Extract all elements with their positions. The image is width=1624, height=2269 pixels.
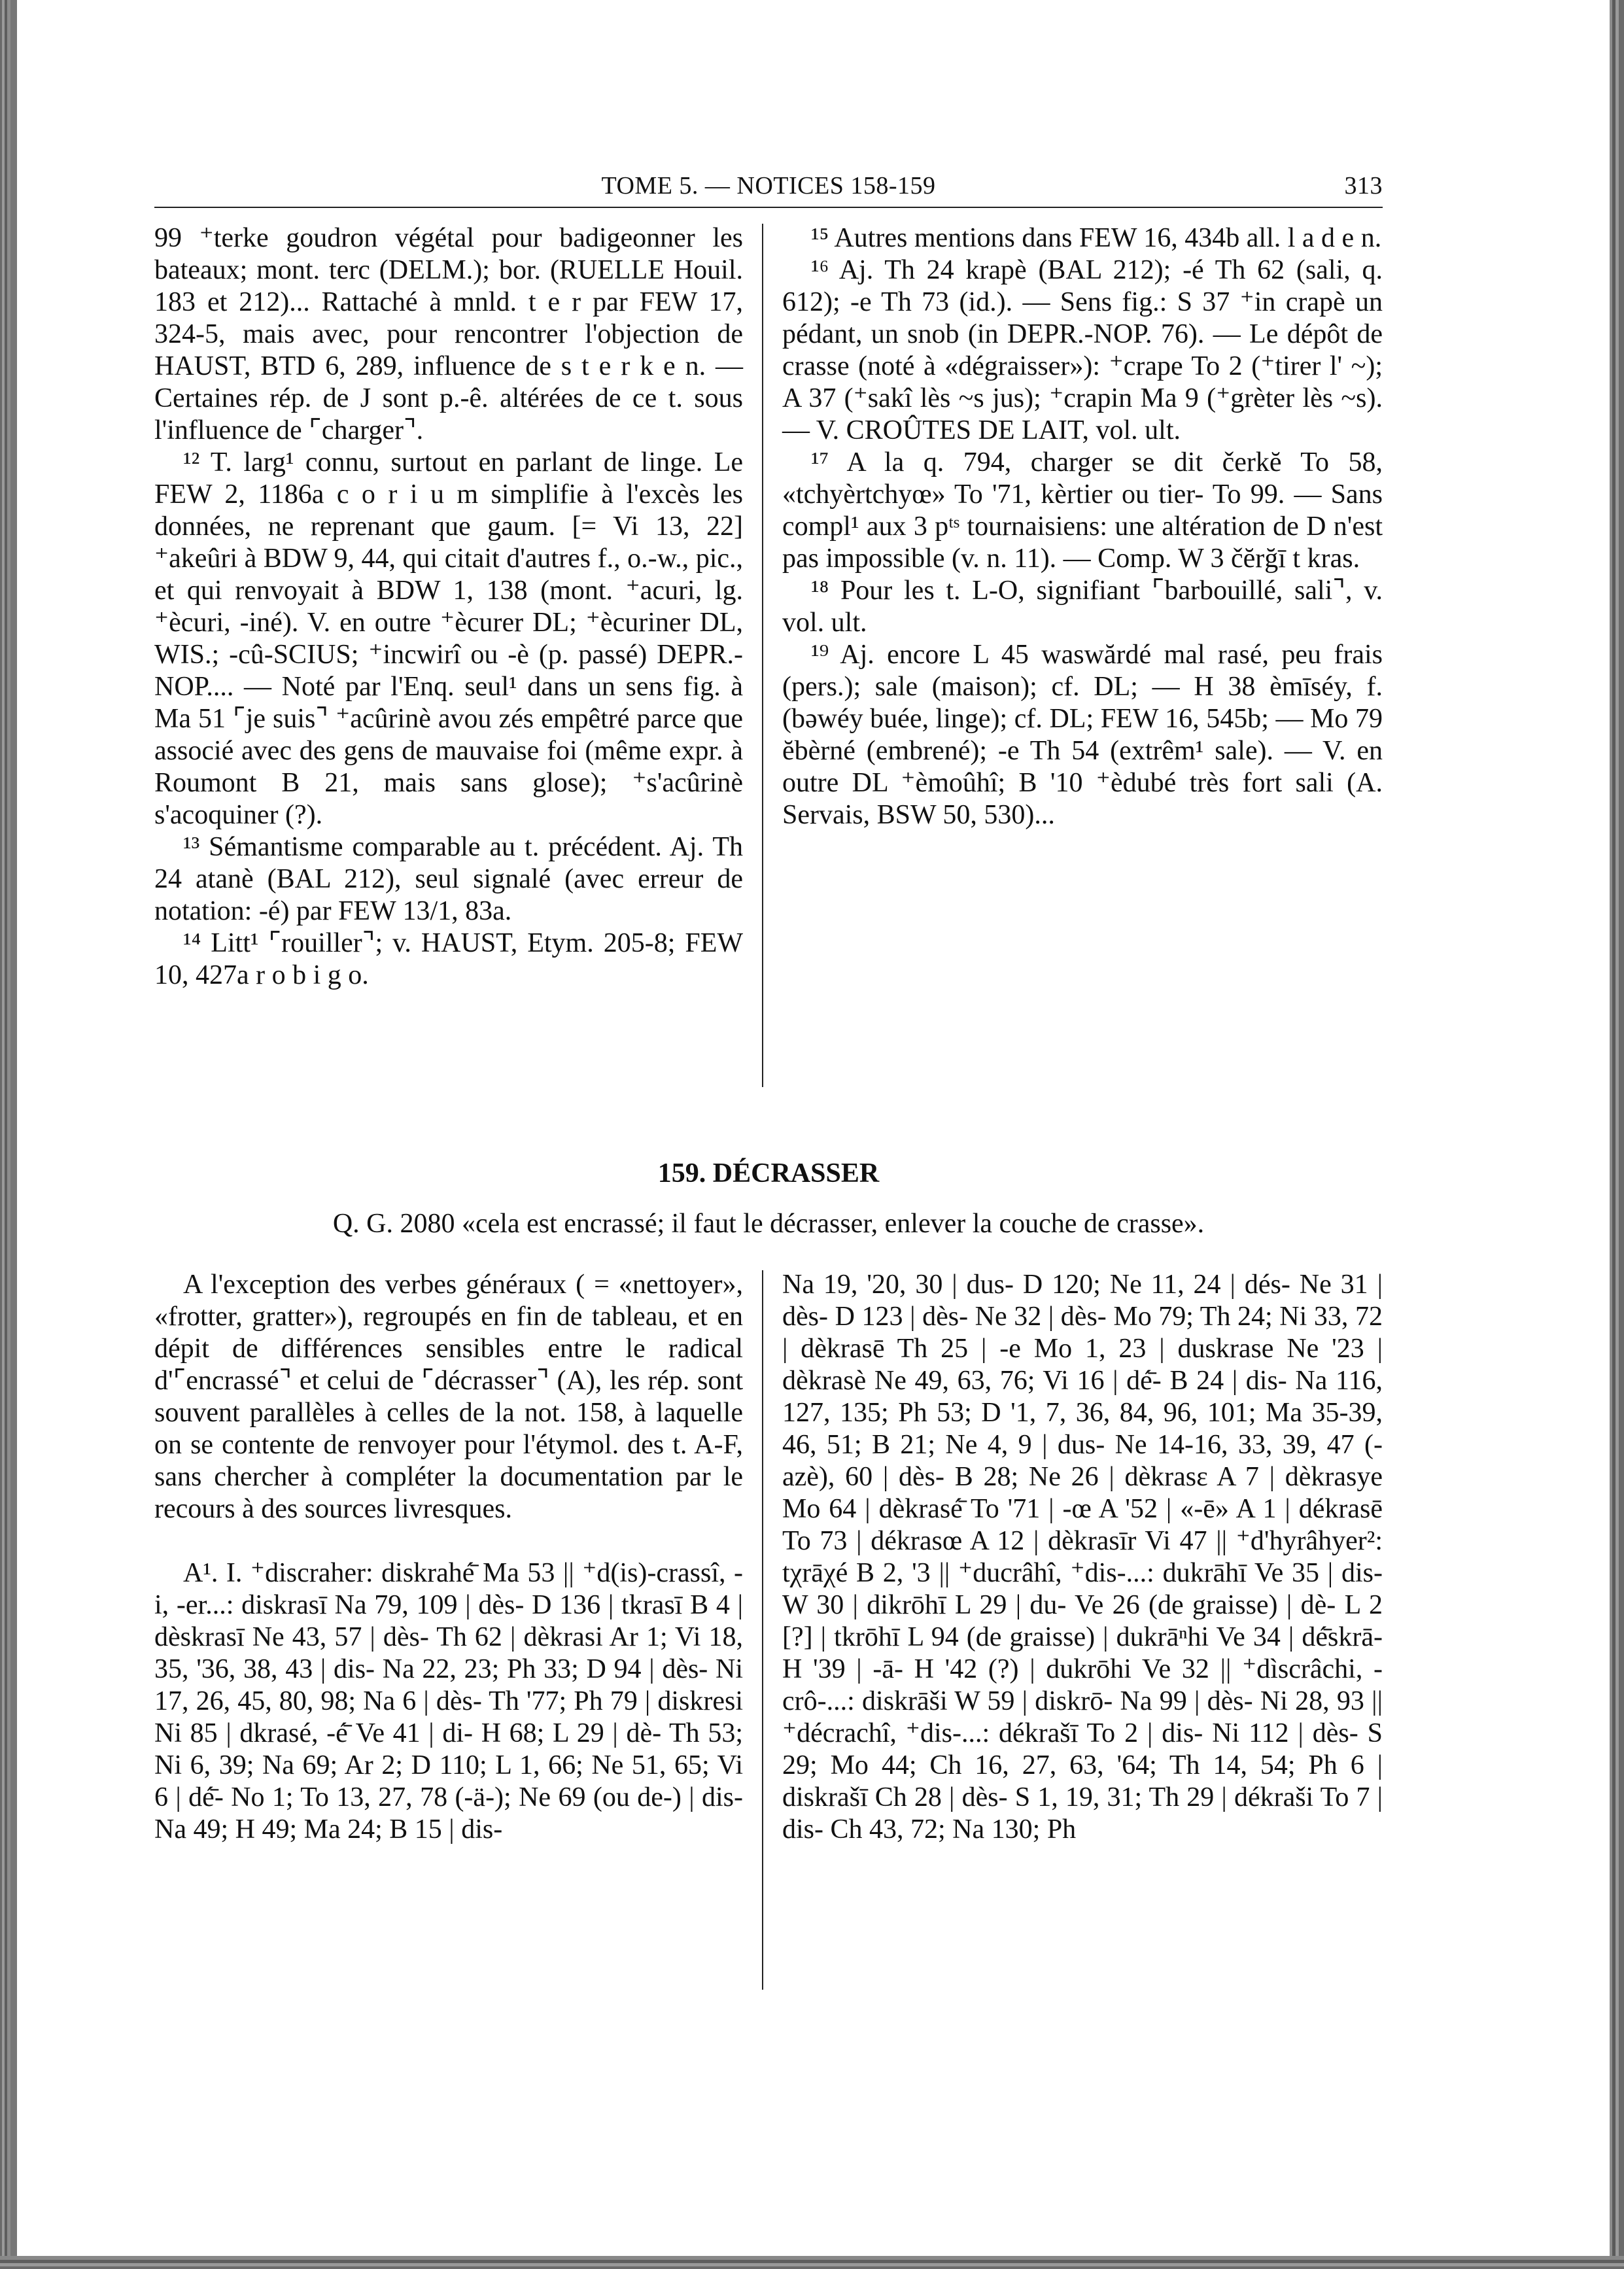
running-head: TOME 5. — NOTICES 158-159 (601, 172, 936, 199)
intro-paragraph: A l'exception des verbes généraux ( = «nettoyer», «frotter, gratter»), regroupés en fin de tableau, et en dépit de différences sensibles entre le radical d'⌜encrassé⌝ et celui de ⌜décrasser⌝ (A), les rép. sont souvent parallèles à celles de la not. 158, à laquelle on se contente de renvoyer pour l'étymol. des t. A-F, sans chercher à compléter la documentation par le recours à des sources livresques. (154, 1270, 743, 1524)
footnote-14: ¹⁴ Litt¹ ⌜rouiller⌝; v. HAUST, Etym. 205-8; FEW 10, 427a r o b i g o. (154, 928, 743, 990)
scan-border-right (1610, 0, 1624, 2269)
entry-a1-paragraph: A¹. I. ⁺discraher: diskrahé̄ Ma 53 || ⁺d(is)-crassî, -i, -er...: diskrasī Na 79, 109 | dès- D 136 | tkrasī B 4 | dèskrasī Ne 43, 57 | dès- Th 62 | dèkrasi Ar 1; Vi 18, 35, '36, 38, 43 | dis- Na 22, 23; Ph 33; D 94 | dès- Ni 17, 26, 45, 80, 98; Na 6 | dès- Th '77; Ph 79 | diskresi Ni 85 | dkrasé, -é̄ Ve 41 | di- H 68; L 29 | dè- Th 53; Ni 6, 39; Na 69; Ar 2; D 110; L 1, 66; Ne 51, 65; Vi 6 | dé̄- No 1; To 13, 27, 78 (-ä-); Ne 69 (ou de-) | dis- Na 49; H 49; Ma 24; B 15 | dis- (154, 1558, 743, 1845)
scan-border-left (0, 0, 17, 2269)
body-left-column (154, 1269, 743, 1846)
footnotes-right-column (782, 222, 1383, 831)
column-divider-bottom (762, 1270, 763, 1990)
footnote-12: ¹² T. larg¹ connu, surtout en parlant de linge. Le FEW 2, 1186a c o r i u m simplifie à l'excès les données, ne reprenant que gaum. [= Vi 13, 22] ⁺akeûri à BDW 9, 44, qui citait d'autres f., o.-w., pic., et qui renvoyait à BDW 1, 138 (mont. ⁺acuri, lg. ⁺ècuri, -iné). V. en outre ⁺ècurer DL; ⁺ècuriner DL, WIS.; -cû-SCIUS; ⁺incwirî ou -è (p. passé) DEPR.-NOP.... — Noté par l'Enq. seul¹ dans un sens fig. à Ma 51 ⌜je suis⌝ ⁺acûrinè avou zés empêtré parce que associé avec des gens de mauvaise foi (même expr. à Roumont B 21, mais sans glose); ⁺s'acûrinè s'acoquiner (?). (154, 447, 743, 830)
footnote-16: ¹⁶ Aj. Th 24 krapè (BAL 212); -é Th 62 (sali, q. 612); -e Th 73 (id.). — Sens fig.: S 37 ⁺in crapè un pédant, un snob (in DEPR.-NOP. 76). — Le dépôt de crasse (noté à «dégraisser»): ⁺crape To 2 (⁺tirer l' ~); A 37 (⁺sakî lès ~s jus); ⁺crapin Ma 9 (⁺grèter lès ~s). — V. CROÛTES DE LAIT, vol. ult. (782, 255, 1383, 445)
page-number: 313 (1344, 172, 1383, 199)
column-divider-top (762, 224, 763, 1087)
footnote-15: ¹⁵ Autres mentions dans FEW 16, 434b all. l a d e n. (811, 223, 1382, 253)
entry-a1-continuation: Na 19, '20, 30 | dus- D 120; Ne 11, 24 | dés- Ne 31 | dès- D 123 | dès- Ne 32 | dès- Mo 79; Th 24; Ni 33, 72 | dèkrasē Th 25 | -e Mo 1, 23 | duskrase Ne '23 | dèkrasè Ne 49, 63, 76; Vi 16 | dé̄- B 24 | dis- Na 116, 127, 135; Ph 53; D '1, 7, 36, 84, 96, 101; Ma 35-39, 46, 51; B 21; Ne 4, 9 | dus- Ne 14-16, 33, 39, 47 (-azè), 60 | dès- B 28; Ne 26 | dèkrasɛ A 7 | dèkrasye Mo 64 | dèkrasé̄ To '71 | -œ A '52 | «-ē» A 1 | dékrasē To 73 | dékrasœ A 12 | dèkrasīr Vi 47 || ⁺d'hyrâhyer²: tχrāχé B 2, '3 || ⁺ducrâhî, ⁺dis-...: dukrāhī Ve 35 | dis- W 30 | dikrōhī L 29 | du- Ve 26 (de graisse) | dè- L 2 [?] | tkrōhī L 94 (de graisse) | dukrāⁿhi Ve 34 | dé̄skrā- H '39 | -ā- H '42 (?) | dukrōhi Ve 32 || ⁺dìscrâchi, -crô-...: diskrāši W 59 | diskrō- Na 99 | dès- Ni 28, 93 || ⁺décrachî, ⁺dis-...: dékrašī To 2 | dis- Ni 112 | dès- S 29; Mo 44; Ch 16, 27, 63, '64; Th 14, 54; Ph 6 | diskrašī Ch 28 | dès- S 1, 19, 31; Th 29 | dékraši To 7 | dis- Ch 43, 72; Na 130; Ph (782, 1270, 1383, 1845)
footnote-18: ¹⁸ Pour les t. L-O, signifiant ⌜barbouillé, sali⌝, v. vol. ult. (782, 576, 1383, 638)
body-right-column (782, 1269, 1383, 1846)
notice-title: 159. DÉCRASSER (657, 1158, 880, 1188)
footnote-17: ¹⁷ A la q. 794, charger se dit čerkĕ To 58, «tchyèrtchyœ» To '71, kèrtier ou tier- To 99. — Sans compl¹ aux 3 pᵗˢ tournaisiens: une altération de D n'est pas impossible (v. n. 11). — Comp. W 3 čĕrğī t kras. (782, 447, 1383, 574)
footnote-11-continuation: 99 ⁺terke goudron végétal pour badigeonner les bateaux; mont. terc (DELM.); bor. (RUELLE Houil. 183 et 212)... Rattaché à mnld. t e r par FEW 17, 324-5, mais avec, pour rencontrer l'objection de HAUST, BTD 6, 289, influence de s t e r k e n. — Certaines rép. de J sont p.-ê. altérées de ce t. sous l'influence de ⌜charger⌝. (154, 223, 743, 445)
notice-question: Q. G. 2080 «cela est encrassé; il faut le décrasser, enlever la couche de crasse». (332, 1209, 1205, 1239)
footnote-13: ¹³ Sémantisme comparable au t. précédent. Aj. Th 24 atanè (BAL 212), seul signalé (avec erreur de notation: -é) par FEW 13/1, 83a. (154, 832, 743, 926)
footnotes-left-column (154, 222, 743, 992)
scan-border-bottom (0, 2256, 1624, 2269)
footnote-19: ¹⁹ Aj. encore L 45 waswărdé mal rasé, peu frais (pers.); sale (maison); cf. DL; — H 38 èmīséy, f. (bəwéy buée, linge); cf. DL; FEW 16, 545b; — Mo 79 ĕbèrné (embrené); -e Th 54 (extrêm¹ sale). — V. en outre DL ⁺èmoûhî; B '10 ⁺èdubé très fort sali (A. Servais, BSW 50, 530)... (782, 640, 1383, 830)
page-header (154, 169, 1383, 208)
